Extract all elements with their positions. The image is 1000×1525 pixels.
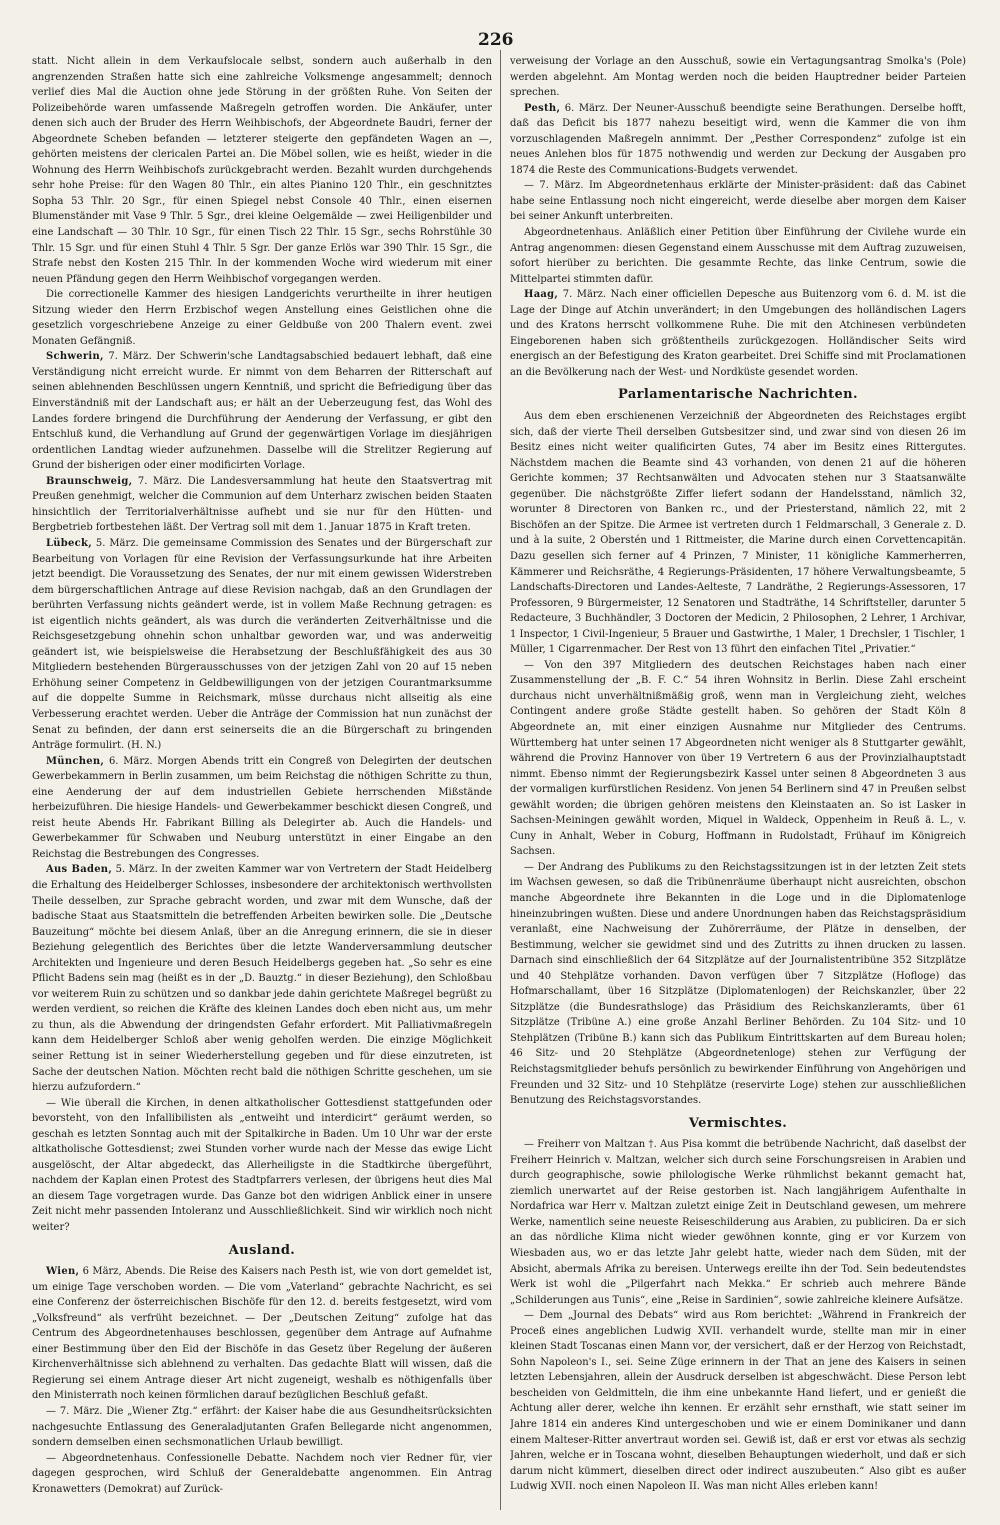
article-text: 5. März. In der zweiten Kammer war von Vertretern der Stadt Heidelberg die Erhaltung des Heidelberger Schlosses, insbesondere der architektonisch werthvollsten Theile desselben, zur Sprache gebracht worden, und zwar mit dem Wunsche, daß der badische Staat aus Staatsmitteln die betreffenden Arbeiten bewirken solle. Die „Deutsche Bauzeitung“ möchte bei diesem Anlaß, über an die Anregung erinnern, die sie in dieser Beziehung gelegentlich des Berichtes über die letzte Wanderversammlung deutscher Architekten und Ingenieure und deren Besuch Heidelbergs gegeben hat. „So sehr es eine Pflicht Badens sein mag (heißt es in der „D. Bauztg.“ in dieser Beziehung), den Schloßbau vor weiterem Ruin zu schützen und so dankbar jede dahin gerichtete Maßregel begrüßt zu werden verdient, so reichen die Kräfte des kleinen Landes doch eben nicht aus, um mehr zu thun, als die Abwendung der dringendsten Gefahr erfordert. Mit Palliativmaßregeln kann dem Heidelberger Schloß aber wenig geholfen werden. Die einzige Möglichkeit seiner Rettung ist in seiner Wiederherstellung gegeben und für diese einzutreten, ist Sache der deutschen Nation. Möchten recht bald die nöthigen Schritte geschehen, um sie hierzu aufzufordern.“ [32,864,492,1094]
article-paragraph: — Wie überall die Kirchen, in denen altkatholischer Gottesdienst stattgefunden oder bevorsteht, von den Infallibilisten als „entweiht und interdicirt“ geräumt werden, so geschah es letzten Sonntag auch mit der Spitalkirche in Baden. Um 10 Uhr war der erste altkatholische Gottesdienst; zwei Stunden vorher wurde nach der Messe das ewige Licht ausgelöscht, der Altar abgedeckt, das Allerheiligste in die Stadtkirche übergeführt, nachdem der Kaplan einen Protest des Stadtpfarrers verlesen, der übrigens heut dies Mal an diesem Tage vorgetragen wurde. Das Ganze bot den widrigen Anblick einer in unsere Zeit nicht mehr passenden Intoleranz und Ausschließlichkeit. Sind wir wirklich noch nicht weiter? [32,1097,492,1234]
article-paragraph [32,474,492,536]
right-column [510,54,966,1511]
article-text: 7. März. Die Landesversammlung hat heute den Staatsvertrag mit Preußen genehmigt, welcher die Communion auf dem Unterharz zwischen beiden Staaten hinsichtlich der Territorialverhältnisse aufhebt und sie nur für den Hütten- und Bergbetrieb fortbestehen läßt. Der Vertrag soll mit dem 1. Januar 1875 in Kraft treten. [32,475,492,534]
dateline: Wien, [46,1266,80,1278]
section-heading: Parlamentarische Nachrichten. [618,387,858,403]
article-paragraph: — 7. März. Die „Wiener Ztg.“ erfährt: der Kaiser habe die aus Gesundheitsrücksichten nachgesuchte Entlassung des Generaladjutanten Grafen Bellegarde nicht angenommen, sondern demselben einen sechsmonatlichen Urlaub bewilligt. [32,1406,492,1449]
dateline: Lübeck, [46,537,92,549]
dateline: Braunschweig, [46,475,133,487]
dateline: Haag, [524,289,559,301]
article-paragraph: — Freiherr von Maltzan †. Aus Pisa kommt die betrübende Nachricht, daß daselbst der Freiherr Heinrich v. Maltzan, welcher sich durch seine Forschungsreisen in Arabien und durch geographische, sowie philologische Werke rühmlichst bekannt gemacht hat, ziemlich unerwartet auf der Reise gestorben ist. Nach langjährigem Aufenthalte in Nordafrica war Herr v. Maltzan zuletzt einige Zeit in Deutschland gewesen, um mehrere Werke, namentlich seine neueste Reiseschilderung aus Arabien, zu publiciren. Da er sich an das nördliche Klima nicht wieder gewöhnen konnte, ging er vor Kurzem von Wiesbaden aus, wo er das letzte Jahr gelebt hatte, wieder nach dem Süden, mit der Absicht, abermals Afrika zu bereisen. Unterwegs ereilte ihn der Tod. Sein bedeutendstes Werk ist wohl die „Pilgerfahrt nach Mekka.“ Er schrieb auch mehrere Bände „Schilderungen aus Tunis“, eine „Reise in Sardinien“, sowie zahlreiche kleinere Aufsätze. [510,1139,966,1306]
article-text: 5. März. Die gemeinsame Commission des Senates und der Bürgerschaft zur Bearbeitung von Vorlagen für eine Revision der Verfassungsurkunde hat ihre Arbeiten jetzt beendigt. Die Voraussetzung des Senates, der nur mit einem gewissen Widerstreben dem bürgerschaftlichen Antrage auf diese Revision nachgab, daß an den Grundlagen der berührten Verfassung nichts geändert werde, ist in vollem Maße Rechnung getragen: es ist eigentlich nichts geändert, als was durch die veränderten Zeitverhältnisse und die Reichsgesetzgebung ohnehin schon unhaltbar geworden war, und was anderweitig geändert ist, wie beispielsweise die Herabsetzung der Beschlußfähigkeit des aus 30 Mitgliedern bestehenden Bürgerausschusses von der jetzigen Zahl von 20 auf 15 neben Erhöhung seiner Competenz in Geldbewilligungen von der jetzigen Courantmarksumme auf die doppelte Summe in Reichsmark, müsse durchaus nicht allseitig als eine Verbesserung erachtet werden. Ueber die Anträge der Commission hat nun zunächst der Senat zu befinden, der dann erst seinerseits die an die Bürgerschaft zu bringenden Anträge formulirt. (H. N.) [32,537,492,752]
article-paragraph: — Von den 397 Mitgliedern des deutschen Reichstages haben nach einer Zusammenstellung der „B. F. C.“ 54 ihren Wohnsitz in Berlin. Diese Zahl erscheint durchaus nicht unverhältnißmäßig groß, wenn man in Vergleichung zieht, welches Contingent andere große Städte gestellt haben. So gehören der Stadt Köln 8 Abgeordnete an, mit einer einzigen Ausnahme nur Mitglieder des Centrums. Württemberg hat unter seinen 17 Abgeordneten nicht weniger als 8 Stuttgarter gewählt, während die Provinz Hannover von über 19 Vertretern 6 aus der Provinzialhauptstadt nimmt. Ebenso nimmt der Regierungsbezirk Kassel unter seinen 8 Abgeordneten 3 aus der vormaligen kurfürstlichen Residenz. Von jenen 54 Berlinern sind 47 in Preußen selbst gewählt worden; die übrigen gehören meistens den Kleinstaaten an. So ist Lasker in Sachsen-Meiningen gewählt worden, Miquel in Waldeck, Oppenheim in Reuß ä. L., v. Cuny in Anhalt, Weber in Coburg, Hoffmann in Rudolstadt, Frühauf im Königreich Sachsen. [510,659,966,858]
article-paragraph: — Abgeordnetenhaus. Confessionelle Debatte. Nachdem noch vier Redner für, vier dagegen gesprochen, wird Schluß der Generaldebatte angenommen. Ein Antrag Kronawetters (Demokrat) auf Zurück- [32,1452,492,1495]
article-paragraph [32,754,492,863]
dateline: Schwerin, [46,351,104,363]
article-paragraph: Die correctionelle Kammer des hiesigen Landgerichts verurtheilte in ihrer heutigen Sitzung wieder den Herrn Erzbischof wegen Anstellung eines Geistlichen ohne die gesetzlich vorgeschriebene Anzeige zu einer Geldbuße von 200 Thalern event. zwei Monaten Gefängniß. [32,289,492,347]
article-paragraph [32,862,492,1095]
article-paragraph: Aus dem eben erschienenen Verzeichniß der Abgeordneten des Reichstages ergibt sich, daß der vierte Theil derselben Gutsbesitzer sind, und zwar sind von diesen 26 im Besitz eines nicht weiter qualificirten Gutes, 74 aber im Besitz eines Rittergutes. Nächstdem machen die Beamte sind 43 vorhanden, von denen 21 auf die höheren Gerichte kommen; 37 Rechtsanwälten und Advocaten stehen nur 3 Staatsanwälte gegenüber. Die nächstgrößte Ziffer liefert sodann der Handelsstand, nämlich 32, worunter 8 Directoren von Banken rc., und der Priesterstand, nämlich 22, mit 2 Bischöfen an der Spitze. Die Armee ist vertreten durch 1 Feldmarschall, 3 Generale z. D. und à la suite, 2 Oberstén und 1 Rittmeister, die Marine durch einen Corvettencapitän. Dazu gesellen sich ferner auf 4 Prinzen, 7 Minister, 11 königliche Kammerherren, Kämmerer und Reichsräthe, 4 Regierungs-Präsidenten, 17 höhere Verwaltungsbeamte, 5 Landschafts-Directoren und Landes-Aelteste, 7 Landräthe, 2 Regierungs-Assessoren, 17 Professoren, 9 Bürgermeister, 12 Senatoren und Stadträthe, 14 Schriftsteller, darunter 5 Redacteure, 3 Buchhändler, 3 Doctoren der Medicin, 2 Philosophen, 2 Lehrer, 1 Archivar, 1 Inspector, 1 Civil-Ingenieur, 5 Brauer und Gastwirthe, 1 Maler, 1 Drechsler, 1 Tischler, 1 Müller, 1 Cigarrenmacher. Der Rest von 13 führt den einfachen Titel „Privatier.“ [510,411,966,656]
article-text: 7. März. Der Schwerin'sche Landtagsabschied bedauert lebhaft, daß eine Verständigung nicht erreicht wurde. Er nimmt von dem Beharren der Ritterschaft auf seinen ablehnenden Beschlüssen ungern Kenntniß, und spricht die Befriedigung über das Einverständniß mit der Landschaft aus; er hält an der Ueberzeugung fest, das Wohl des Landes fordere bringend die Durchführung der Aenderung der Verfassung, er gibt den Entschluß kund, die Verhandlung auf Grund der gegenwärtigen Vorlage im diesjährigen ordentlichen Landtag wieder aufzunehmen. Dasselbe will die Strelitzer Regierung auf Grund der bisherigen oder einer modificirten Vorlage. [32,351,492,472]
article-paragraph [32,349,492,473]
section-heading: Ausland. [228,1242,296,1258]
article-paragraph [32,1264,492,1404]
article-paragraph: — Der Andrang des Publikums zu den Reichstagssitzungen ist in der letzten Zeit stets im Wachsen gewesen, so daß die Tribünenräume überhaupt nicht ausreichten, obschon manche Abgeordnete ihre Bekannten in die Loge und in die Diplomatenloge hineinzubringen wußten. Diese und andere Unordnungen haben das Reichstagspräsidium veranlaßt, eine Nachweisung der Zuhörerräume, der Plätze in denselben, der Bestimmung, welcher sie gewidmet sind und des Zutritts zu ihnen drucken zu lassen. Darnach sind einschließlich der 64 Sitzplätze auf der Journalistentribüne 352 Sitzplätze und 40 Stehplätze vorhanden. Davon verfügen über 7 Sitzplätze (Hofloge) das Hofmarschallamt, über 16 Sitzplätze (Diplomatenlogen) der Reichskanzler, über 22 Sitzplätze (die Bundesrathsloge) das Präsidium des Reichskanzleramts, über 61 Sitzplätze (Tribüne A.) eine große Anzahl Berliner Behörden. Zu 104 Sitz- und 10 Stehplätzen (Tribüne B.) kann sich das Publikum Eintrittskarten auf dem Bureau holen; 46 Sitz- und 20 Stehplätze (Abgeordnetenloge) stehen zur Verfügung der Reichstagsmitglieder behufs persönlich zu bewirkender Einführung von Angehörigen und Freunden und 32 Sitz- und 10 Stehplätze (reservirte Loge) stehen zur ausschließlichen Benutzung des Reichstagsvorstandes. [510,861,966,1107]
article-paragraph: verweisung der Vorlage an den Ausschuß, sowie ein Vertagungsantrag Smolka's (Pole) werden abgelehnt. Am Montag werden noch die beiden Hauptredner beider Parteien sprechen. [510,56,966,99]
article-text: 7. März. Nach einer officiellen Depesche aus Buitenzorg vom 6. d. M. ist die Lage der Dinge auf Atchin unverändert; in den Umgebungen des holländischen Lagers und des Kratons herrscht vollkommene Ruhe. Die mit den Atchinesen verbündeten Eingeborenen haben sich größtentheils zurückgezogen. Holländischer Seits wird energisch an der Befestigung des Kraton gearbeitet. Drei Schiffe sind mit Proclamationen an die Bevölkerung nach der West- und Nordküste gesendet worden. [510,289,966,378]
page-number: 226 [478,30,514,50]
article-paragraph [510,287,966,380]
article-paragraph: — Dem „Journal des Debats“ wird aus Rom berichtet: „Während in Frankreich der Proceß eines angeblichen Ludwig XVII. verhandelt wurde, stellte man mir in einer kleinen Stadt Toscanas einen Mann vor, der versichert, daß er der Herzog von Reichstadt, Sohn Napoleon's I., sei. Seine Züge erinnern in der That an jene des Kaisers in seinen letzten Lebensjahren, allein der Ausdruck derselben ist abgeschwächt. Diese Person lebt bescheiden von Geldmitteln, die ihm eine unbekannte Hand liefert, und er genießt die Achtung aller derer, welche ihn kennen. Er erzählt sehr ernsthaft, wie statt seiner im Jahre 1814 ein anderes Kind untergeschoben und wie er einem Dominikaner und dann einem Malteser-Ritter anvertraut worden sei. Gewiß ist, daß er erst vor etwas als sechzig Jahren, welche er in Toscana wohnt, dieselben Behauptungen wiederholt, und daß er sich darum nicht kümmert, dieselben direct oder indirect auszubeuten.“ Also gibt es außer Ludwig XVII. noch einen Napoleon II. Was man nicht Alles erleben kann! [510,1310,966,1493]
article-text: 6. März. Der Neuner-Ausschuß beendigte seine Berathungen. Derselbe hofft, daß das Deficit bis 1877 nahezu beseitigt wird, wenn die Kammer die von ihm vorzuschlagenden Maßregeln annimmt. Der „Pesther Correspondenz“ zufolge ist ein neues Anlehen blos für 1875 nothwendig und werden zur Deckung der Ausgaben pro 1874 die Reste des Communications-Budgets verwendet. [510,102,966,176]
article-paragraph: Abgeordnetenhaus. Anläßlich einer Petition über Einführung der Civilehe wurde ein Antrag angenommen: diesen Gegenstand einem Ausschusse mit dem Auftrag zuzuweisen, sofort hierüber zu berichten. Die gesammte Rechte, das linke Centrum, sowie die Mittelpartei stimmten dafür. [510,227,966,285]
left-column [32,54,492,1511]
article-paragraph: — 7. März. Im Abgeordnetenhaus erklärte der Minister-präsident: daß das Cabinet habe seine Entlassung noch nicht eingereicht, werde dieselbe aber morgen dem Kaiser bei seiner Ankunft unterbreiten. [510,180,966,223]
dateline: Aus Baden, [46,864,113,876]
dateline: Pesth, [524,102,561,114]
column-divider [500,50,501,1510]
section-heading: Vermischtes. [688,1115,788,1131]
dateline: München, [46,755,105,767]
article-paragraph: statt. Nicht allein in dem Verkaufslocale selbst, sondern auch außerhalb in den angrenzenden Straßen hatte sich eine zahlreiche Volksmenge angesammelt; dennoch verlief dies Mal die Auction ohne jede Störung in der größten Ruhe. Von Seiten der Polizeibehörde waren umfassende Maßregeln getroffen worden. Die Ankäufer, unter denen sich auch der Bruder des Herrn Weihbischofs, der Abgeordnete Baudri, ferner der Abgeordnete Scheben befanden — letzterer steigerte den gepfändeten Wagen an —, gehörten meistens der clericalen Partei an. Die Möbel sollen, wie es heißt, wieder in die Wohnung des Herrn Weihbischofs zurückgebracht werden. Bezahlt wurden durchgehends sehr hohe Preise: für den Wagen 80 Thlr., ein altes Pianino 120 Thlr., ein geschnitztes Sopha 53 Thlr. 20 Sgr., für einen Spiegel nebst Console 40 Thlr., einen eisernen Blumenständer mit Vase 9 Thlr. 5 Sgr., drei kleine Oelgemälde — zwei Heiligenbilder und eine Landschaft — 30 Thlr. 10 Sgr., für einen Tisch 22 Thlr. 15 Sgr., sechs Rohrstühle 30 Thlr. 15 Sgr. und für einen Stuhl 4 Thlr. 5 Sgr. Der ganze Erlös war 390 Thlr. 15 Sgr., die Strafe nebst den Kosten 215 Thlr. In der kommenden Woche wird wiederum mit einer neuen Pfändung gegen den Herrn Weihbischof vorgegangen werden. [32,56,492,285]
article-paragraph [510,101,966,179]
article-text: 6 März, Abends. Die Reise des Kaisers nach Pesth ist, wie von dort gemeldet ist, um einige Tage verschoben worden. — Die vom „Vaterland“ gebrachte Nachricht, es sei eine Conferenz der österreichischen Bischöfe für den 12. d. bereits festgesetzt, wird vom „Volksfreund“ als verfrüht bezeichnet. — Der „Deutschen Zeitung“ zufolge hat das Centrum des Abgeordnetenhauses beschlossen, gegenüber dem Antrage auf Aufnahme einer Bestimmung über den Eid der Bischöfe in das Gesetz über Regelung der äußeren Kirchenverhältnisse sich ablehnend zu verhalten. Das gedachte Blatt will wissen, daß die Regierung sei einem Antrage dieser Art nicht zugeneigt, weshalb es nöthigenfalls über den Ministerrath noch keinen förmlichen darauf bezüglichen Beschluß gefaßt. [32,1266,492,1402]
article-text: 6. März. Morgen Abends tritt ein Congreß von Delegirten der deutschen Gewerbekammern in Berlin zusammen, um beim Reichstag die nöthigen Schritte zu thun, eine Aenderung der auf dem industriellen Gebiete herrschenden Mißstände herbeizuführen. Die hiesige Handels- und Gewerbekammer beschickt diesen Congreß, und reist heute Abends Hr. Fabrikant Billing als Delegirter ab. Auch die Handels- und Gewerbekammer für Schwaben und Neuburg unterstützt in einer Eingabe an den Reichstag die Bestrebungen des Congresses. [32,755,492,860]
article-paragraph [32,536,492,754]
